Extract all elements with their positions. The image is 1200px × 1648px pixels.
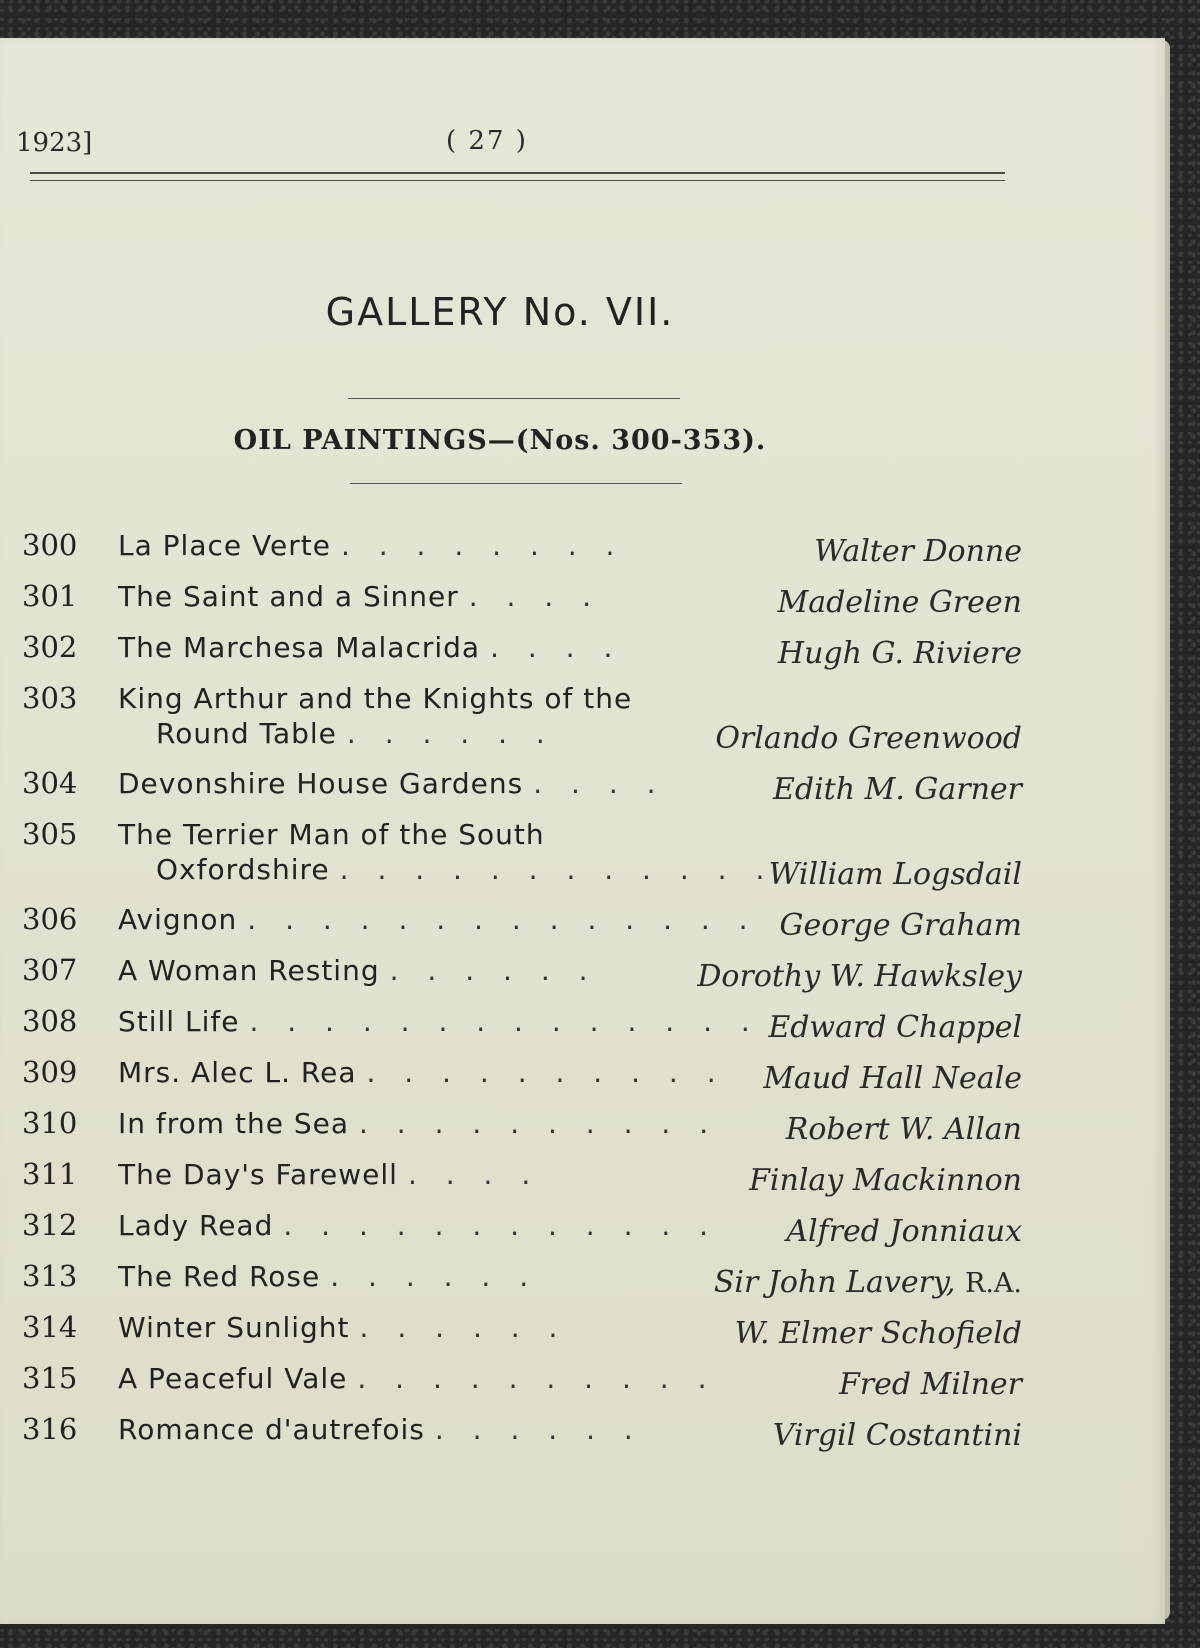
year-label: 1923]: [16, 128, 93, 158]
entry-number: 303: [22, 681, 78, 715]
entry-number: 314: [22, 1310, 78, 1344]
entry-title: The Marchesa Malacrida: [118, 631, 481, 664]
entry-artist: Edward Chappel: [768, 1010, 1022, 1045]
entry-number: 301: [22, 579, 78, 613]
entry-number: 315: [22, 1361, 78, 1395]
catalogue-entry: [22, 1004, 1022, 1055]
entry-number: 309: [22, 1055, 78, 1089]
leader-dots: . . . . . .: [389, 954, 598, 987]
entry-artist-name: Sir John Lavery,: [713, 1265, 956, 1300]
leader-dots: . . . . . .: [330, 1260, 539, 1293]
entry-number: 300: [22, 528, 78, 562]
leader-dots: . . . .: [533, 767, 666, 800]
catalogue-entry: [22, 1310, 1022, 1361]
title-rule-top: [348, 398, 680, 399]
catalogue-entry: [22, 1412, 1022, 1463]
leader-dots: . . . . . .: [359, 1311, 568, 1344]
section-title: OIL PAINTINGS—(Nos. 300-353).: [233, 425, 767, 456]
entry-artist: Edith M. Garner: [772, 772, 1022, 807]
entry-artist: William Logsdail: [768, 857, 1022, 892]
entry-number: 306: [22, 902, 78, 936]
catalogue-entry: [22, 1208, 1022, 1259]
header-rule: [30, 172, 1005, 181]
catalogue-entry: [22, 528, 1022, 579]
entry-artist: Alfred Jonniaux: [786, 1214, 1022, 1249]
entry-artist: Fred Milner: [839, 1367, 1022, 1402]
leader-dots: . . . . . .: [434, 1413, 643, 1446]
page-number: ( 27 ): [446, 126, 528, 156]
entry-title: Mrs. Alec L. Rea: [118, 1056, 357, 1089]
leader-dots: . . . .: [490, 631, 623, 664]
entry-number: 312: [22, 1208, 78, 1242]
catalogue-entry: [22, 1361, 1022, 1412]
entry-number: 307: [22, 953, 78, 987]
catalogue-entry: [22, 902, 1022, 953]
leader-dots: . . . . . . . . . . . .: [283, 1209, 719, 1242]
entry-title: Devonshire House Gardens: [118, 767, 524, 800]
entry-artist: Maud Hall Neale: [763, 1061, 1022, 1096]
entry-artist: [714, 1265, 1022, 1300]
entry-number: 308: [22, 1004, 78, 1038]
catalogue-entry: [22, 1106, 1022, 1157]
entry-number: 313: [22, 1259, 78, 1293]
entry-artist: Walter Donne: [814, 534, 1022, 569]
running-head: [16, 98, 1006, 158]
leader-dots: . . . . . . . . . . . .: [339, 853, 775, 886]
entry-title: The Red Rose: [118, 1260, 321, 1293]
entry-artist: W. Elmer Schofield: [734, 1316, 1022, 1351]
catalogue-entry: [22, 817, 1022, 902]
entry-title: The Terrier Man of the South: [118, 818, 545, 851]
entry-number: 310: [22, 1106, 78, 1140]
entry-title: Lady Read: [118, 1209, 274, 1242]
entry-artist: George Graham: [779, 908, 1022, 943]
entry-artist-honour: R.A.: [965, 1268, 1022, 1299]
entry-title: A Peaceful Vale: [118, 1362, 348, 1395]
catalogue-entry: [22, 1055, 1022, 1106]
entry-number: 316: [22, 1412, 78, 1446]
entry-number: 305: [22, 817, 78, 851]
entry-artist: Virgil Costantini: [772, 1418, 1022, 1453]
entry-number: 304: [22, 766, 78, 800]
catalogue-entry: [22, 1259, 1022, 1310]
entry-artist: Hugh G. Riviere: [777, 636, 1022, 671]
entry-title: In from the Sea: [118, 1107, 349, 1140]
entry-title: Still Life: [118, 1005, 240, 1038]
entry-artist: Dorothy W. Hawksley: [697, 959, 1022, 994]
catalogue-entries: [22, 528, 1022, 1463]
leader-dots: . . . .: [468, 580, 602, 613]
catalogue-entry: [22, 579, 1022, 630]
entry-title: A Woman Resting: [118, 954, 380, 987]
leader-dots: . . . . . . . . . . . . . .: [249, 1005, 760, 1038]
entry-title: The Day's Farewell: [118, 1158, 398, 1191]
catalogue-entry: [22, 630, 1022, 681]
title-rule-bottom: [350, 483, 682, 484]
entry-artist: Orlando Greenwood: [715, 721, 1022, 756]
entry-title-continued: Round Table: [156, 717, 337, 750]
entry-title: Avignon: [118, 903, 238, 936]
gallery-title: GALLERY No. VII.: [325, 290, 675, 334]
entry-number: 302: [22, 630, 78, 664]
catalogue-entry: [22, 1157, 1022, 1208]
leader-dots: . . . . . . . . . .: [358, 1107, 719, 1140]
entry-title: Winter Sunlight: [118, 1311, 350, 1344]
leader-dots: . . . . . .: [346, 717, 555, 750]
leader-dots: . . . . . . . . . .: [357, 1362, 717, 1395]
leader-dots: . . . . . . . .: [340, 529, 625, 562]
catalogue-entry: [22, 766, 1022, 817]
catalogue-entry: [22, 681, 1022, 766]
entry-artist: Robert W. Allan: [785, 1112, 1022, 1147]
leader-dots: . . . . . . . . . . . . . .: [247, 903, 758, 936]
leader-dots: . . . . . . . . . .: [366, 1056, 726, 1089]
entry-number: 311: [22, 1157, 78, 1191]
entry-title: La Place Verte: [118, 529, 331, 562]
entry-title: The Saint and a Sinner: [118, 580, 459, 613]
entry-title: King Arthur and the Knights of the: [118, 682, 633, 715]
entry-title: Romance d'autrefois: [118, 1413, 425, 1446]
leader-dots: . . . .: [407, 1158, 541, 1191]
entry-artist: Madeline Green: [777, 585, 1022, 620]
entry-title-continued: Oxfordshire: [156, 853, 330, 886]
entry-artist: Finlay Mackinnon: [749, 1163, 1022, 1198]
catalogue-entry: [22, 953, 1022, 1004]
